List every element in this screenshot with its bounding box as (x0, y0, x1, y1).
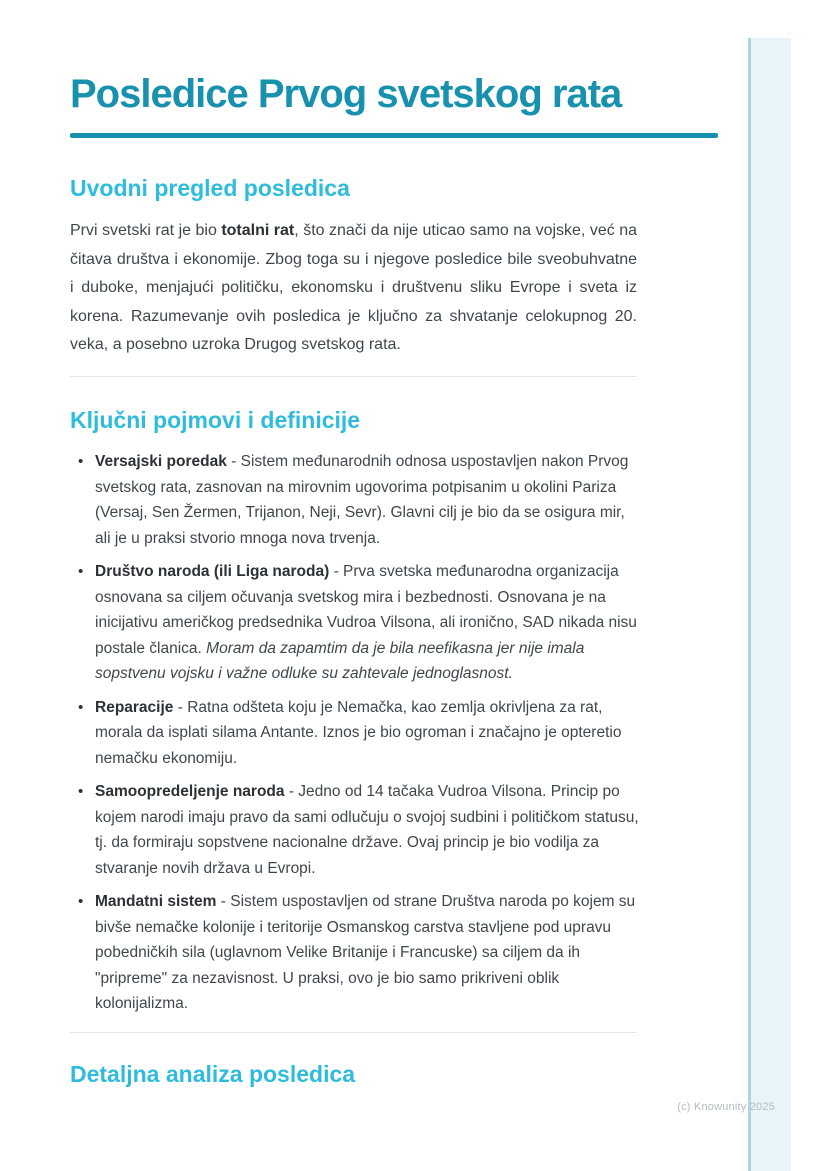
intro-text-pre: Prvi svetski rat je bio (70, 222, 222, 240)
section-heading-key-terms: Ključni pojmovi i definicije (70, 407, 361, 434)
section-heading-detail: Detaljna analiza posledica (70, 1060, 356, 1087)
section-divider (70, 376, 637, 377)
term-definition: - Prva svetska međunarodna organizacija osnovana sa ciljem očuvanja svetskog mira i bezbednosti. Osnovana je na inicijativu američkog predsednika Vudroa Vilsona, ali ironično, SAD nikada nisu postale članica. (95, 563, 637, 657)
term-label: Versajski poredak (95, 453, 227, 471)
term-personal-note: Moram da zapamtim da je bila neefikasna jer nije imala sopstvenu vojsku i važne odluke su zahtevale jednoglasnost. (95, 639, 585, 683)
term-definition: - Sistem međunarodnih odnosa uspostavljen nakon Prvog svetskog rata, zasnovan na mirovnim ugovorima potpisanim u okolini Pariza (Versaj, Sen Žermen, Trijanon, Neji, Sevr). Glavni cilj je bio da se osigura mir, ali je u praksi stvorio mnoga nova trvenja. (95, 453, 629, 547)
list-item-versajski-poredak (70, 449, 642, 551)
term-definition: - Jedno od 14 tačaka Vudroa Vilsona. Princip po kojem narodi imaju pravo da sami odlučuju o svojoj sudbini i političkom statusu, tj. da formiraju sopstvene nacionalne države. Ovaj princip je bio vodilja za stvaranje novih država u Evropi. (95, 783, 639, 877)
section-divider (70, 1032, 637, 1033)
term-label: Mandatni sistem (95, 893, 217, 911)
intro-text-bold: totalni rat (221, 222, 295, 240)
term-label: Reparacije (95, 698, 174, 716)
bullet-icon: • (78, 698, 84, 716)
list-item-mandatni-sistem (70, 889, 642, 1017)
intro-text-post: , što znači da nije uticao samo na vojske, već na čitava društva i ekonomije. Zbog toga su i njegove posledice bile sveobuhvatne i duboke, menjajući političku, ekonomsku i društvenu sliku Evrope i sveta iz korena. Razumevanje ovih posledica je ključno za shvatanje celokupnog 20. veka, a posebno uzroka Drugog svetskog rata. (70, 222, 638, 354)
bullet-icon: • (78, 893, 84, 911)
document-content (70, 0, 718, 1088)
term-label: Samoopredeljenje naroda (95, 783, 285, 801)
term-definition: - Ratna odšteta koju je Nemačka, kao zemlja okrivljena za rat, morala da isplati silama Antante. Iznos je bio ogroman i značajno je opteretio nemačku ekonomiju. (95, 698, 622, 767)
bullet-icon: • (78, 453, 84, 471)
list-item-reparacije (70, 695, 642, 772)
section-heading-intro: Uvodni pregled posledica (70, 174, 350, 201)
list-item-samoopredeljenje (70, 779, 642, 881)
decorative-side-strip (748, 38, 791, 1171)
list-item-drustvo-naroda (70, 559, 642, 687)
copyright-watermark: (c) Knowunity 2025 (677, 1101, 775, 1113)
bullet-icon: • (78, 563, 84, 581)
key-terms-list (70, 449, 642, 1017)
bullet-icon: • (78, 783, 84, 801)
term-label: Društvo naroda (ili Liga naroda) (95, 563, 330, 581)
intro-paragraph (70, 217, 637, 359)
page-title: Posledice Prvog svetskog rata (70, 72, 622, 116)
term-definition: - Sistem uspostavljen od strane Društva naroda po kojem su bivše nemačke kolonije i teritorije Osmanskog carstva stavljene pod upravu pobedničkih sila (uglavnom Velike Britanije i Francuske) sa ciljem da ih "pripreme" za nezavisnost. U praksi, ovo je bio samo prikriveni oblik kolonijalizma. (95, 893, 636, 1013)
title-underline-rule (70, 133, 718, 138)
